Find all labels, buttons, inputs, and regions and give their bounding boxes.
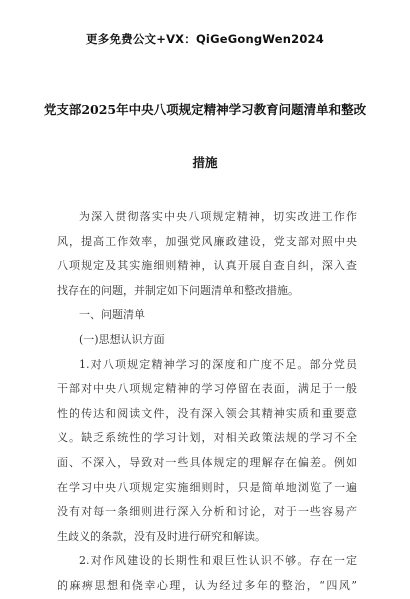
body-line: 找存在的问题，并制定如下问题清单和整改措施。 [57,283,299,297]
body-line: 生歧义的条款，没有及时进行研究和解读。 [57,529,266,543]
body-line: 干部对中央八项规定精神的学习停留在表面，满足于一般 [57,382,357,396]
body-line: 的麻痹思想和侥幸心理，认为经过多年的整治，“四风” [57,578,357,592]
document-body [57,205,357,599]
body-line: 性的传达和阅读文件，没有深入领会其精神实质和重要意 [57,406,357,420]
body-line: 面、不深入，导致对一些具体规定的理解存在偏差。例如 [57,455,357,469]
document-title-line-1: 党支部2025年中央八项规定精神学习教育问题清单和整改 [43,102,367,117]
body-line: 在学习中央八项规定实施细则时，只是简单地浏览了一遍 [57,480,357,494]
body-line: 2.对作风建设的长期性和艰巨性认识不够。存在一定 [79,554,357,568]
body-line: 1.对八项规定精神学习的深度和广度不足。部分党员 [79,357,357,371]
body-line: 义。缺乏系统性的学习计划，对相关政策法规的学习不全 [57,431,357,445]
body-line: 风，提高工作效率，加强党风廉政建设，党支部对照中央 [57,234,357,248]
section-heading: 一、问题清单 [79,308,145,322]
body-line: 八项规定及其实施细则精神，认真开展自查自纠，深入查 [57,259,357,273]
body-line: 为深入贯彻落实中央八项规定精神，切实改进工作作 [79,210,357,223]
body-line: 没有对每一条细则进行深入分析和讨论，对于一些容易产 [57,505,357,519]
watermark-header: 更多免费公文+VX：QiGeGongWen2024 [86,32,324,46]
document-title-line-2: 措施 [192,155,218,170]
subsection-heading: (一)思想认识方面 [79,332,165,346]
